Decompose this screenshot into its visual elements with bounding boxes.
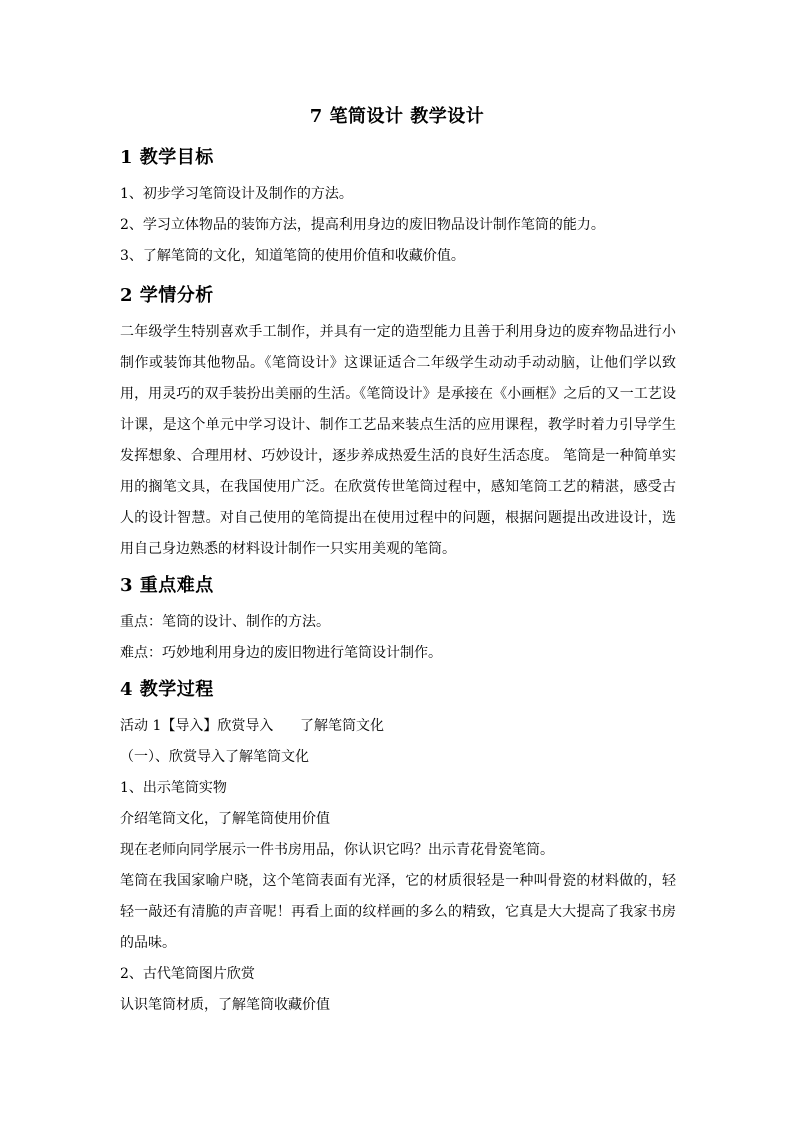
process-item: （一）、欣赏导入了解笔筒文化 [120,749,309,765]
key-point-item: 难点：巧妙地利用身边的废旧物进行笔筒设计制作。 [120,645,442,661]
objective-item: 3、了解笔筒的文化，知道笔筒的使用价值和收藏价值。 [120,248,465,264]
section-learning-analysis [120,284,680,565]
process-item: 介绍笔筒文化，了解笔筒使用价值 [120,811,330,827]
document-title: 7 笔筒设计 教学设计 [309,106,485,127]
key-point-item: 重点：笔筒的设计、制作的方法。 [120,614,330,630]
process-item: 现在老师向同学展示一件书房用品，你认识它吗？出示青花骨瓷笔筒。 [120,842,554,858]
section-heading: 2 学情分析 [120,285,214,306]
section-teaching-process [120,678,680,1021]
section-heading: 3 重点难点 [120,575,214,596]
activity-title: 活动 1【导入】欣赏导入 了解笔筒文化 [120,718,385,734]
process-paragraph: 笔筒在我国家喻户晓，这个笔筒表面有光泽，它的材质很轻是一种叫骨瓷的材料做的，轻轻一敲还有清脆的声音呢！再看上面的纹样画的多么的精致，它真是大大提高了我家书房的品味。 [120,873,676,951]
process-item: 1、出示笔筒实物 [120,780,227,796]
section-heading: 1 教学目标 [120,147,214,168]
section-key-points [120,574,680,669]
section-teaching-objectives [120,146,680,272]
section-heading: 4 教学过程 [120,679,214,700]
analysis-paragraph: 二年级学生特别喜欢手工制作，并具有一定的造型能力且善于利用身边的废弃物品进行小制作或装饰其他物品。《笔筒设计》这课证适合二年级学生动动手动动脑，让他们学以致用，用灵巧的双手装扮出美丽的生活。《笔筒设计》是承接在《小画框》之后的又一工艺设计课，是这个单元中学习设计、制作工艺品来装点生活的应用课程，教学时着力引导学生发挥想象、合理用材、巧妙设计，逐步养成热爱生活的良好生活态度。 笔筒是一种简单实用的搁笔文具，在我国使用广泛。在欣赏传世笔筒过程中，感知笔筒工艺的精湛，感受古人的设计智慧。对自己使用的笔筒提出在使用过程中的问题，根据问题提出改进设计，选用自己身边熟悉的材料设计制作一只实用美观的笔筒。 [120,324,676,557]
process-item: 认识笔筒材质，了解笔筒收藏价值 [120,997,330,1013]
process-item: 2、古代笔筒图片欣赏 [120,966,255,982]
objective-item: 1、初步学习笔筒设计及制作的方法。 [120,186,353,202]
objective-item: 2、学习立体物品的装饰方法，提高利用身边的废旧物品设计制作笔筒的能力。 [120,217,605,233]
